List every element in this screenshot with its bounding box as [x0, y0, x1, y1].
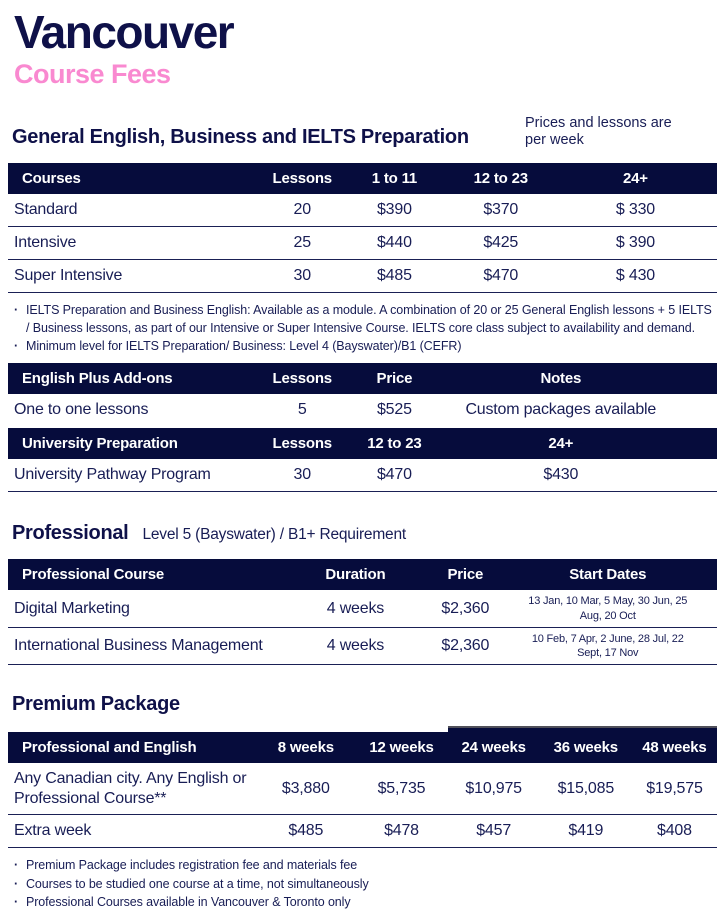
note-item	[14, 337, 714, 355]
bullet-marker: ·	[14, 339, 19, 354]
general-english-table-head	[8, 163, 717, 194]
header-cell-start-dates: Start Dates	[518, 559, 717, 590]
cell-price: $15,085	[540, 763, 632, 815]
cell-course-name: Digital Marketing	[8, 590, 299, 627]
table-header-row	[8, 363, 717, 394]
table-header-row	[8, 428, 717, 459]
header-cell-12to23: 12 to 23	[341, 428, 447, 459]
header-cell-lessons: Lessons	[263, 163, 341, 194]
cell-price: $ 390	[554, 226, 717, 259]
header-cell-lessons: Lessons	[263, 428, 341, 459]
header-cell-24plus: 24+	[554, 163, 717, 194]
cell-start-dates: 13 Jan, 10 Mar, 5 May, 30 Jun, 25 Aug, 20 Oct	[518, 590, 717, 627]
cell-course-name: Super Intensive	[8, 259, 263, 292]
premium-notes-list	[14, 856, 717, 910]
cell-price: $19,575	[632, 763, 717, 815]
header-cell-12to23: 12 to 23	[448, 163, 554, 194]
cell-price: $525	[376, 401, 412, 419]
cell-start-dates: 10 Feb, 7 Apr, 2 June, 28 Jul, 22 Sept, 17 Nov	[518, 627, 717, 665]
cell-course-name: International Business Management	[8, 627, 299, 665]
header-cell-price: Price	[341, 363, 447, 394]
header-cell-24-weeks: 24 weeks	[448, 732, 540, 763]
table-row	[8, 627, 717, 665]
university-preparation-table	[8, 428, 717, 492]
premium-table-wrapper	[8, 732, 717, 848]
professional-course-table	[8, 559, 717, 665]
bullet-marker: ·	[14, 302, 19, 317]
table-row	[8, 259, 717, 292]
general-english-table	[8, 163, 717, 293]
university-table-head	[8, 428, 717, 459]
cell-price: $370	[448, 194, 554, 227]
cell-price: $ 430	[554, 259, 717, 292]
bullet-marker: ·	[14, 858, 19, 873]
general-section-heading: General English, Business and IELTS Preparation	[12, 125, 469, 148]
professional-requirement-note: Level 5 (Bayswater) / B1+ Requirement	[142, 526, 407, 544]
table-row	[8, 590, 717, 627]
table-row	[8, 815, 717, 848]
table-row	[8, 459, 717, 492]
cell-extra-week-label: Extra week	[8, 815, 256, 848]
header-cell-courses: Courses	[8, 163, 263, 194]
cell-price: $10,975	[448, 763, 540, 815]
note-text: Premium Package includes registration fee and materials fee	[26, 858, 358, 873]
cell-program-name: University Pathway Program	[8, 459, 263, 492]
page-subtitle: Course Fees	[14, 59, 171, 90]
cell-notes: Custom packages available	[465, 401, 657, 419]
cell-price: $485	[341, 259, 447, 292]
header-cell-12-weeks: 12 weeks	[355, 732, 447, 763]
cell-price: $2,360	[412, 627, 518, 665]
note-item	[14, 893, 717, 911]
note-item	[14, 301, 714, 337]
table-row	[8, 763, 717, 815]
premium-package-table	[8, 732, 717, 848]
cell-course-name: Intensive	[8, 226, 263, 259]
cell-duration: 4 weeks	[299, 590, 412, 627]
cell-course-name: Standard	[8, 194, 263, 227]
cell-price: $390	[341, 194, 447, 227]
premium-table-head	[8, 732, 717, 763]
professional-table-head	[8, 559, 717, 590]
note-text: Professional Courses available in Vancouver & Toronto only	[26, 894, 351, 909]
bullet-marker: ·	[14, 876, 19, 891]
addons-table-head	[8, 363, 717, 394]
professional-section-header	[12, 522, 713, 545]
general-section-header	[12, 115, 713, 149]
header-cell-48-weeks: 48 weeks	[632, 732, 717, 763]
cell-price: $457	[448, 815, 540, 848]
header-cell-notes: Notes	[448, 363, 717, 394]
bullet-marker: ·	[14, 894, 19, 909]
premium-package-heading: Premium Package	[12, 693, 180, 716]
cell-price: $419	[540, 815, 632, 848]
header-cell-8-weeks: 8 weeks	[256, 732, 355, 763]
note-text: IELTS Preparation and Business English: Available as a module. A combination of 20 or 25 General English lessons + 5 IELTS / Business lessons, as part of our Intensive or Super Intensive Course. IELTS core class subject to availability and demand.	[26, 302, 712, 335]
note-text: Minimum level for IELTS Preparation/ Business: Level 4 (Bayswater)/B1 (CEFR)	[26, 339, 462, 354]
header-cell-duration: Duration	[299, 559, 412, 590]
professional-heading: Professional	[12, 522, 129, 545]
cell-addon-name: One to one lessons	[14, 401, 149, 419]
table-header-row	[8, 732, 717, 763]
header-cell-professional-course: Professional Course	[8, 559, 299, 590]
header-cell-price: Price	[412, 559, 518, 590]
cell-package-name: Any Canadian city. Any English or Professional Course**	[8, 763, 256, 815]
cell-price: $470	[341, 459, 447, 492]
cell-price: $478	[355, 815, 447, 848]
table-row	[8, 226, 717, 259]
per-week-note: Prices and lessons are per week	[525, 114, 672, 148]
cell-lessons: 5	[297, 401, 307, 419]
table-row	[8, 394, 717, 426]
cell-price: $485	[256, 815, 355, 848]
general-notes-list	[14, 301, 714, 355]
cell-lessons: 25	[263, 226, 341, 259]
table-header-row	[8, 163, 717, 194]
cell-price: $430	[448, 459, 717, 492]
header-cell-1to11: 1 to 11	[341, 163, 447, 194]
note-text: Courses to be studied one course at a time, not simultaneously	[26, 876, 369, 891]
table-row	[8, 194, 717, 227]
header-cell-university-prep: University Preparation	[8, 428, 263, 459]
header-cell-24plus: 24+	[448, 428, 717, 459]
cell-price: $470	[448, 259, 554, 292]
cell-duration: 4 weeks	[299, 627, 412, 665]
cell-price: $425	[448, 226, 554, 259]
header-cell-lessons: Lessons	[263, 363, 341, 394]
table-header-row	[8, 559, 717, 590]
page-title: Vancouver	[14, 6, 234, 58]
cell-price: $ 330	[554, 194, 717, 227]
note-item	[14, 856, 717, 874]
cell-price: $3,880	[256, 763, 355, 815]
header-cell-36-weeks: 36 weeks	[540, 732, 632, 763]
cell-lessons: 30	[263, 259, 341, 292]
note-item	[14, 875, 717, 893]
cell-price: $408	[632, 815, 717, 848]
header-cell-addons: English Plus Add-ons	[8, 363, 263, 394]
premium-header-raised-strip	[448, 726, 717, 735]
header-cell-professional-and-english: Professional and English	[8, 732, 256, 763]
cell-lessons: 30	[263, 459, 341, 492]
cell-lessons: 20	[263, 194, 341, 227]
cell-price: $5,735	[355, 763, 447, 815]
english-plus-addons-table	[8, 363, 717, 426]
cell-price: $2,360	[412, 590, 518, 627]
cell-price: $440	[341, 226, 447, 259]
